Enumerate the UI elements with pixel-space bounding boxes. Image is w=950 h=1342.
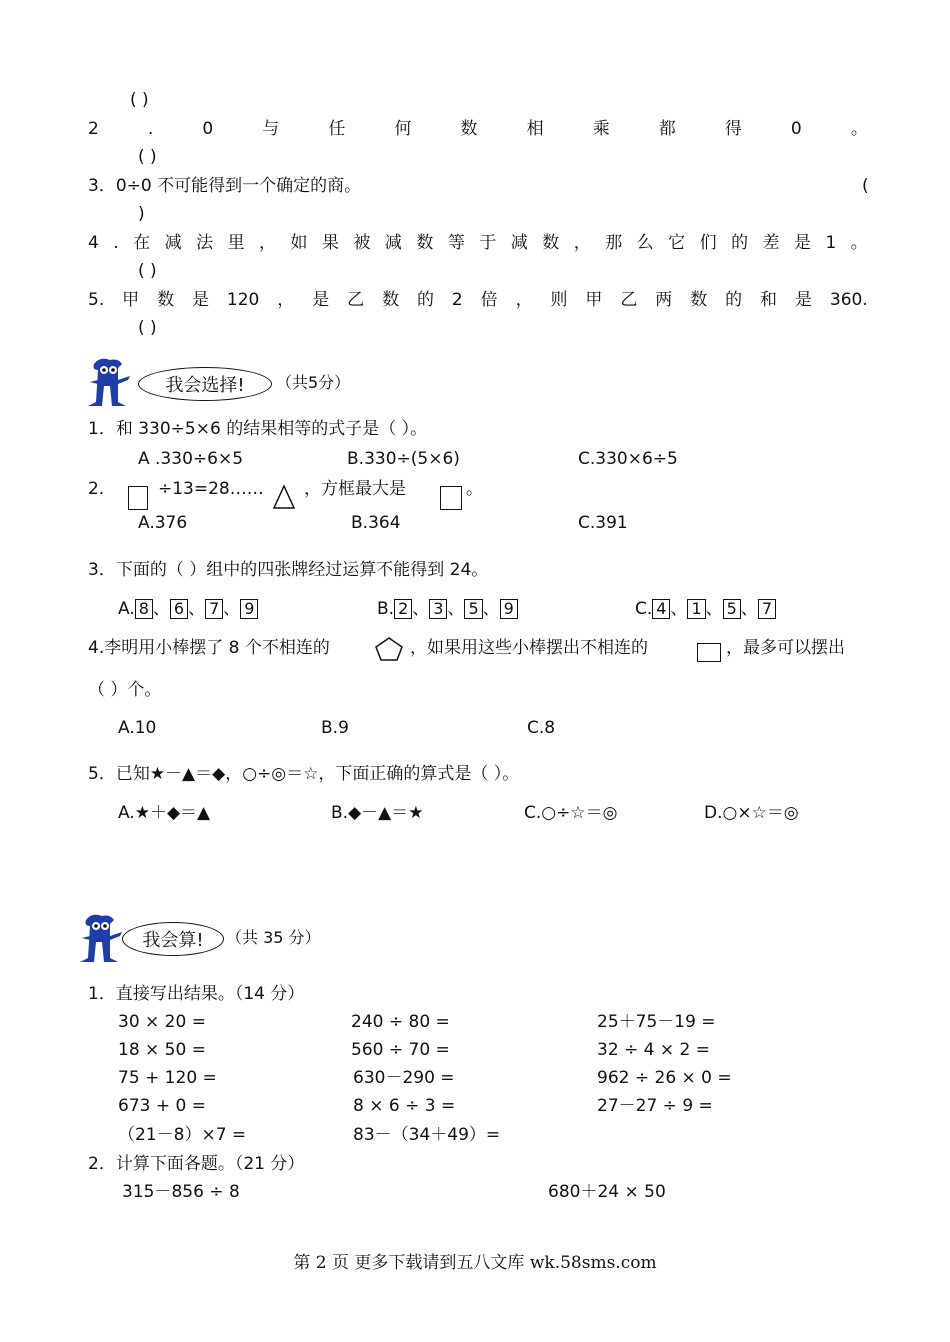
option-label: A. xyxy=(118,599,135,619)
calc-col2-item[interactable]: 8 × 6 ÷ 3 = xyxy=(353,1096,456,1116)
judge-q5-token: 是 xyxy=(192,290,209,310)
number-card: 9 xyxy=(500,599,518,619)
calc-col3-item[interactable]: 27－27 ÷ 9 = xyxy=(597,1096,713,1116)
choose-q2-opt-b[interactable]: B.364 xyxy=(351,513,401,533)
option-label: B. xyxy=(377,599,395,619)
choose-q2-end: 。 xyxy=(466,479,483,499)
page-footer: 第 2 页 更多下载请到五八文库 wk.58sms.com xyxy=(293,1253,657,1273)
judge-q2-token: 2 xyxy=(88,119,99,139)
choose-q1: 1．和 330÷5×6 的结果相等的式子是（ ）。 xyxy=(88,419,428,439)
number-card: 2 xyxy=(394,599,412,619)
choose-q4-opt-b[interactable]: B.9 xyxy=(321,718,349,738)
number-card: 7 xyxy=(205,599,223,619)
choose-q4-text-c: ，最多可以摆出 xyxy=(726,638,845,658)
choose-q4-line2: （ ）个。 xyxy=(88,680,162,700)
judge-q2-token: 得 xyxy=(724,119,742,139)
judge-q2-token: 0 xyxy=(790,119,802,139)
judge-q5-token: 360. xyxy=(829,290,868,310)
card-separator: 、 xyxy=(412,599,430,619)
judge-q2-token: 0 xyxy=(202,119,214,139)
judge-q2-token: 相 xyxy=(526,119,544,139)
judge-q4-token: 减 xyxy=(510,233,528,253)
calc-part1-title: 1．直接写出结果。（14 分） xyxy=(88,984,305,1004)
calc-points: （共 35 分） xyxy=(226,928,321,947)
judge-q4-token: 1 xyxy=(825,233,837,253)
card-separator: 、 xyxy=(482,599,500,619)
judge-q4-token: 么 xyxy=(636,233,654,253)
pentagon-icon xyxy=(374,636,404,662)
judge-q5-token: 乙 xyxy=(347,290,365,310)
calc-part2-title: 2．计算下面各题。（21 分） xyxy=(88,1154,305,1174)
judge-q2-token: 都 xyxy=(658,119,676,139)
judge-q4-token: 们 xyxy=(699,233,717,253)
judge-q4-token: . xyxy=(113,233,119,253)
calc-col1-item[interactable]: （21－8）×7 = xyxy=(118,1125,247,1145)
choose-q5: 5．已知★－▲＝◆，○÷◎＝☆，下面正确的算式是（ ）。 xyxy=(88,764,520,784)
judge-q5-token: 的 xyxy=(725,290,743,310)
judge-q2-token: 与 xyxy=(262,119,280,139)
judge-q4-token: 减 xyxy=(384,233,402,253)
calc-col3-item[interactable]: 962 ÷ 26 × 0 = xyxy=(597,1068,732,1088)
choose-points: （共5分） xyxy=(276,373,351,392)
choose-q4-opt-c[interactable]: C.8 xyxy=(527,718,556,738)
judge-q4-token: ， xyxy=(573,233,591,253)
card-separator: 、 xyxy=(670,599,688,619)
judge-q5-text xyxy=(88,292,868,309)
judge-q5-token: 和 xyxy=(760,290,778,310)
judge-q3-paren-close[interactable]: ) xyxy=(138,204,145,224)
calc-col1-item[interactable]: 18 × 50 = xyxy=(118,1040,206,1060)
number-card: 5 xyxy=(464,599,482,619)
judge-q4-token: 4 xyxy=(88,233,99,253)
judge-q5-token: 乙 xyxy=(620,290,638,310)
number-card: 7 xyxy=(758,599,776,619)
card-separator: 、 xyxy=(740,599,758,619)
choose-q3: 3．下面的（ ）组中的四张牌经过运算不能得到 24。 xyxy=(88,560,489,580)
choose-q2-expr: ÷13=28…… xyxy=(158,479,264,499)
judge-q4-token: 。 xyxy=(850,233,868,253)
judge-q5-token: 120 xyxy=(226,290,260,310)
calc-header: 我会算! xyxy=(142,930,204,951)
judge-q2-token: 何 xyxy=(394,119,412,139)
judge-q5-token: ， xyxy=(277,290,295,310)
number-card: 4 xyxy=(652,599,670,619)
calc-col2-item[interactable]: 83－（34＋49）= xyxy=(353,1125,501,1145)
choose-q2-opt-a[interactable]: A.376 xyxy=(138,513,188,533)
calc-col2-item[interactable]: 630－290 = xyxy=(353,1068,455,1088)
judge-q4-token: 那 xyxy=(605,233,623,253)
judge-q5-token: 数 xyxy=(157,290,175,310)
choose-q2-num: 2． xyxy=(88,479,116,499)
choose-q5-opt-c[interactable]: C.○÷☆＝◎ xyxy=(524,803,618,823)
judge-q4-token: 它 xyxy=(668,233,686,253)
choose-q4-opt-a[interactable]: A.10 xyxy=(118,718,157,738)
judge-q5-token: 的 xyxy=(416,290,434,310)
number-card: 3 xyxy=(429,599,447,619)
choose-q1-opt-c[interactable]: C.330×6÷5 xyxy=(578,449,678,469)
calc-col1-item[interactable]: 75 + 120 = xyxy=(118,1068,217,1088)
judge-q5-token: 倍 xyxy=(480,290,498,310)
judge-q4-text xyxy=(88,235,868,252)
judge-q4-token: 如 xyxy=(290,233,308,253)
choose-q5-opt-b[interactable]: B.◆－▲＝★ xyxy=(331,803,424,823)
mascot-icon xyxy=(76,910,126,966)
number-card: 8 xyxy=(135,599,153,619)
choose-q5-opt-a[interactable]: A.★＋◆＝▲ xyxy=(118,803,211,823)
judge-q4-token: 在 xyxy=(133,233,151,253)
judge-q4-token: 于 xyxy=(479,233,497,253)
choose-q4-text-b: ，如果用这些小棒摆出不相连的 xyxy=(410,638,648,658)
option-label: C. xyxy=(635,599,653,619)
choose-q5-opt-d[interactable]: D.○×☆＝◎ xyxy=(704,803,799,823)
card-separator: 、 xyxy=(447,599,465,619)
choose-q1-opt-a[interactable]: A .330÷6×5 xyxy=(138,449,244,469)
square-box-icon xyxy=(440,486,462,510)
judge-q4-token: ， xyxy=(259,233,277,253)
choose-q3-opt-a[interactable] xyxy=(118,599,258,619)
judge-q2-token: 乘 xyxy=(592,119,610,139)
judge-q2-token: 。 xyxy=(850,119,868,139)
judge-q5-token: 则 xyxy=(550,290,568,310)
choose-q4-text-a: 4.李明用小棒摆了 8 个不相连的 xyxy=(88,638,330,658)
judge-q4-token: 法 xyxy=(196,233,214,253)
calc-header-bubble xyxy=(122,922,224,956)
mascot-icon xyxy=(84,356,134,408)
calc-col1-item[interactable]: 673 + 0 = xyxy=(118,1096,206,1116)
judge-q5-token: 5. xyxy=(88,290,105,310)
judge-q4-token: 数 xyxy=(416,233,434,253)
judge-q5-token: 数 xyxy=(690,290,708,310)
calc-part2-item[interactable]: 680＋24 × 50 xyxy=(548,1182,666,1202)
choose-q3-opt-c[interactable] xyxy=(635,599,776,619)
judge-q5-token: 数 xyxy=(382,290,400,310)
judge-q5-paren[interactable]: ( ) xyxy=(138,318,157,338)
judge-q5-token: 是 xyxy=(312,290,330,310)
judge-q4-token: 被 xyxy=(353,233,371,253)
judge-q5-token: 两 xyxy=(655,290,673,310)
choose-q1-opt-b[interactable]: B.330÷(5×6) xyxy=(347,449,460,469)
judge-q4-token: 里 xyxy=(227,233,245,253)
judge-q4-token: 的 xyxy=(731,233,749,253)
choose-header: 我会选择! xyxy=(165,375,245,396)
judge-q4-token: 等 xyxy=(447,233,465,253)
calc-col3-item[interactable]: 25＋75－19 = xyxy=(597,1012,716,1032)
choose-q3-opt-b[interactable] xyxy=(377,599,518,619)
judge-q3-paren-open[interactable]: ( xyxy=(862,176,869,196)
choose-q2-opt-c[interactable]: C.391 xyxy=(578,513,628,533)
judge-q2-token: 任 xyxy=(328,119,346,139)
judge-q5-token: 2 xyxy=(451,290,463,310)
choose-header-bubble xyxy=(138,367,272,401)
judge-q5-token: 是 xyxy=(794,290,812,310)
card-separator: 、 xyxy=(188,599,206,619)
calc-col3-item[interactable]: 32 ÷ 4 × 2 = xyxy=(597,1040,711,1060)
calc-part2-item[interactable]: 315－856 ÷ 8 xyxy=(122,1182,240,1202)
calc-col2-item[interactable]: 560 ÷ 70 = xyxy=(351,1040,450,1060)
judge-q1-paren[interactable]: ( ) xyxy=(130,90,149,110)
square-icon xyxy=(697,643,721,662)
judge-q4-token: 果 xyxy=(321,233,339,253)
judge-q4-token: 数 xyxy=(542,233,560,253)
calc-col1-item[interactable]: 30 × 20 = xyxy=(118,1012,206,1032)
judge-q2-token: 数 xyxy=(460,119,478,139)
judge-q5-token: 甲 xyxy=(585,290,603,310)
number-card: 9 xyxy=(240,599,258,619)
calc-col2-item[interactable]: 240 ÷ 80 = xyxy=(351,1012,450,1032)
judge-q2-paren[interactable]: ( ) xyxy=(138,147,157,167)
square-box-icon xyxy=(128,486,148,510)
judge-q2-text xyxy=(88,121,868,138)
triangle-icon xyxy=(272,484,296,510)
card-separator: 、 xyxy=(705,599,723,619)
number-card: 5 xyxy=(723,599,741,619)
judge-q4-token: 减 xyxy=(164,233,182,253)
judge-q5-token: 甲 xyxy=(122,290,140,310)
card-separator: 、 xyxy=(152,599,170,619)
judge-q5-token: ， xyxy=(515,290,533,310)
number-card: 1 xyxy=(687,599,705,619)
judge-q4-token: 差 xyxy=(762,233,780,253)
number-card: 6 xyxy=(170,599,188,619)
judge-q2-token: . xyxy=(147,119,154,139)
judge-q4-token: 是 xyxy=(794,233,812,253)
judge-q3-text: 3．0÷0 不可能得到一个确定的商。 xyxy=(88,176,362,196)
judge-q4-paren[interactable]: ( ) xyxy=(138,261,157,281)
card-separator: 、 xyxy=(223,599,241,619)
choose-q2-tail: ，方框最大是 xyxy=(304,479,406,499)
